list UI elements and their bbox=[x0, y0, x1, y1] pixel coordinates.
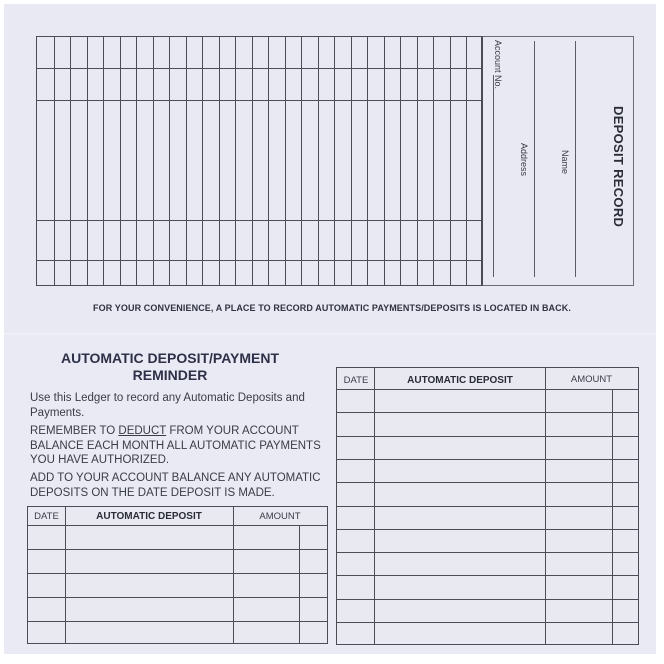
ledger-entry-row[interactable] bbox=[337, 413, 638, 435]
account-no-line[interactable] bbox=[493, 75, 494, 277]
name-label: Name bbox=[560, 150, 570, 175]
name-line[interactable] bbox=[575, 41, 576, 277]
grid-row-line bbox=[37, 68, 481, 69]
grid-column-line bbox=[384, 37, 385, 285]
ledger-entry-row[interactable] bbox=[28, 574, 327, 597]
grid-column-line bbox=[87, 37, 88, 285]
ledger-entry-row[interactable] bbox=[28, 526, 327, 549]
grid-column-line bbox=[318, 37, 319, 285]
automatic-deposit-header: AUTOMATIC DEPOSIT bbox=[407, 375, 513, 386]
grid-column-line bbox=[301, 37, 302, 285]
grid-column-line bbox=[169, 37, 170, 285]
reminder-heading bbox=[28, 350, 312, 384]
grid-column-line bbox=[103, 37, 104, 285]
ledger-entry-row[interactable] bbox=[337, 507, 638, 529]
grid-column-line bbox=[153, 37, 154, 285]
date-header: DATE bbox=[34, 511, 59, 522]
address-label: Address bbox=[519, 143, 529, 177]
ledger-entry-row[interactable] bbox=[337, 576, 638, 598]
convenience-note: FOR YOUR CONVENIENCE, A PLACE TO RECORD AUTOMATIC PAYMENTS/DEPOSITS IS LOCATED IN BACK. bbox=[93, 303, 571, 313]
ledger-entry-row[interactable] bbox=[337, 483, 638, 505]
ledger-entry-row[interactable] bbox=[28, 550, 327, 573]
deduct-word: DEDUCT bbox=[118, 425, 167, 437]
grid-row-line bbox=[37, 100, 481, 101]
reminder-heading-line2: REMINDER bbox=[132, 367, 208, 383]
grid-column-line bbox=[202, 37, 203, 285]
grid-column-line bbox=[285, 37, 286, 285]
account-no-label: Account No. bbox=[493, 40, 503, 90]
ledger-entry-row[interactable] bbox=[28, 622, 327, 645]
grid-column-line bbox=[351, 37, 352, 285]
ledger-entry-row[interactable] bbox=[337, 600, 638, 622]
grid-column-line bbox=[450, 37, 451, 285]
ledger-entry-row[interactable] bbox=[337, 460, 638, 482]
deposit-record-panel bbox=[482, 36, 634, 286]
ledger-entry-row[interactable] bbox=[337, 390, 638, 412]
deduct-suffix: FROM YOUR ACCOUNT BALANCE EACH MONTH ALL AUTOMATIC PAYMENTS YOU HAVE AUTHORIZED. bbox=[30, 425, 321, 466]
grid-row-line bbox=[37, 260, 481, 261]
automatic-deposit-header: AUTOMATIC DEPOSIT bbox=[96, 511, 202, 522]
reminder-deduct-note bbox=[30, 424, 326, 468]
automatic-deposit-ledger-large bbox=[336, 367, 639, 645]
grid-column-line bbox=[70, 37, 71, 285]
grid-column-line bbox=[252, 37, 253, 285]
amount-header: AMOUNT bbox=[570, 374, 613, 385]
grid-column-line bbox=[186, 37, 187, 285]
deduct-prefix: REMEMBER TO bbox=[30, 425, 119, 437]
grid-column-line bbox=[367, 37, 368, 285]
address-line[interactable] bbox=[534, 41, 535, 277]
amount-header: AMOUNT bbox=[259, 511, 301, 522]
grid-column-line bbox=[466, 37, 467, 285]
reminder-heading-line1: AUTOMATIC DEPOSIT/PAYMENT bbox=[60, 350, 280, 366]
page-fold bbox=[4, 333, 656, 335]
date-header: DATE bbox=[343, 375, 369, 386]
reminder-add-note: ADD TO YOUR ACCOUNT BALANCE ANY AUTOMATIC DEPOSITS ON THE DATE DEPOSIT IS MADE. bbox=[30, 472, 321, 499]
grid-column-line bbox=[219, 37, 220, 285]
deposit-record-title: DEPOSIT RECORD bbox=[611, 106, 626, 228]
grid-column-line bbox=[268, 37, 269, 285]
grid-column-line bbox=[334, 37, 335, 285]
automatic-deposit-ledger-small bbox=[27, 506, 328, 644]
ledger-entry-row[interactable] bbox=[337, 530, 638, 552]
transaction-grid bbox=[36, 36, 482, 286]
grid-column-line bbox=[433, 37, 434, 285]
grid-column-line bbox=[400, 37, 401, 285]
grid-column-line bbox=[235, 37, 236, 285]
reminder-intro: Use this Ledger to record any Automatic Deposits and Payments. bbox=[30, 392, 305, 419]
ledger-entry-row[interactable] bbox=[337, 623, 638, 645]
grid-row-line bbox=[37, 220, 481, 221]
ledger-entry-row[interactable] bbox=[337, 553, 638, 575]
grid-column-line bbox=[136, 37, 137, 285]
ledger-entry-row[interactable] bbox=[28, 598, 327, 621]
grid-column-line bbox=[54, 37, 55, 285]
grid-column-line bbox=[120, 37, 121, 285]
ledger-entry-row[interactable] bbox=[337, 437, 638, 459]
grid-column-line bbox=[417, 37, 418, 285]
